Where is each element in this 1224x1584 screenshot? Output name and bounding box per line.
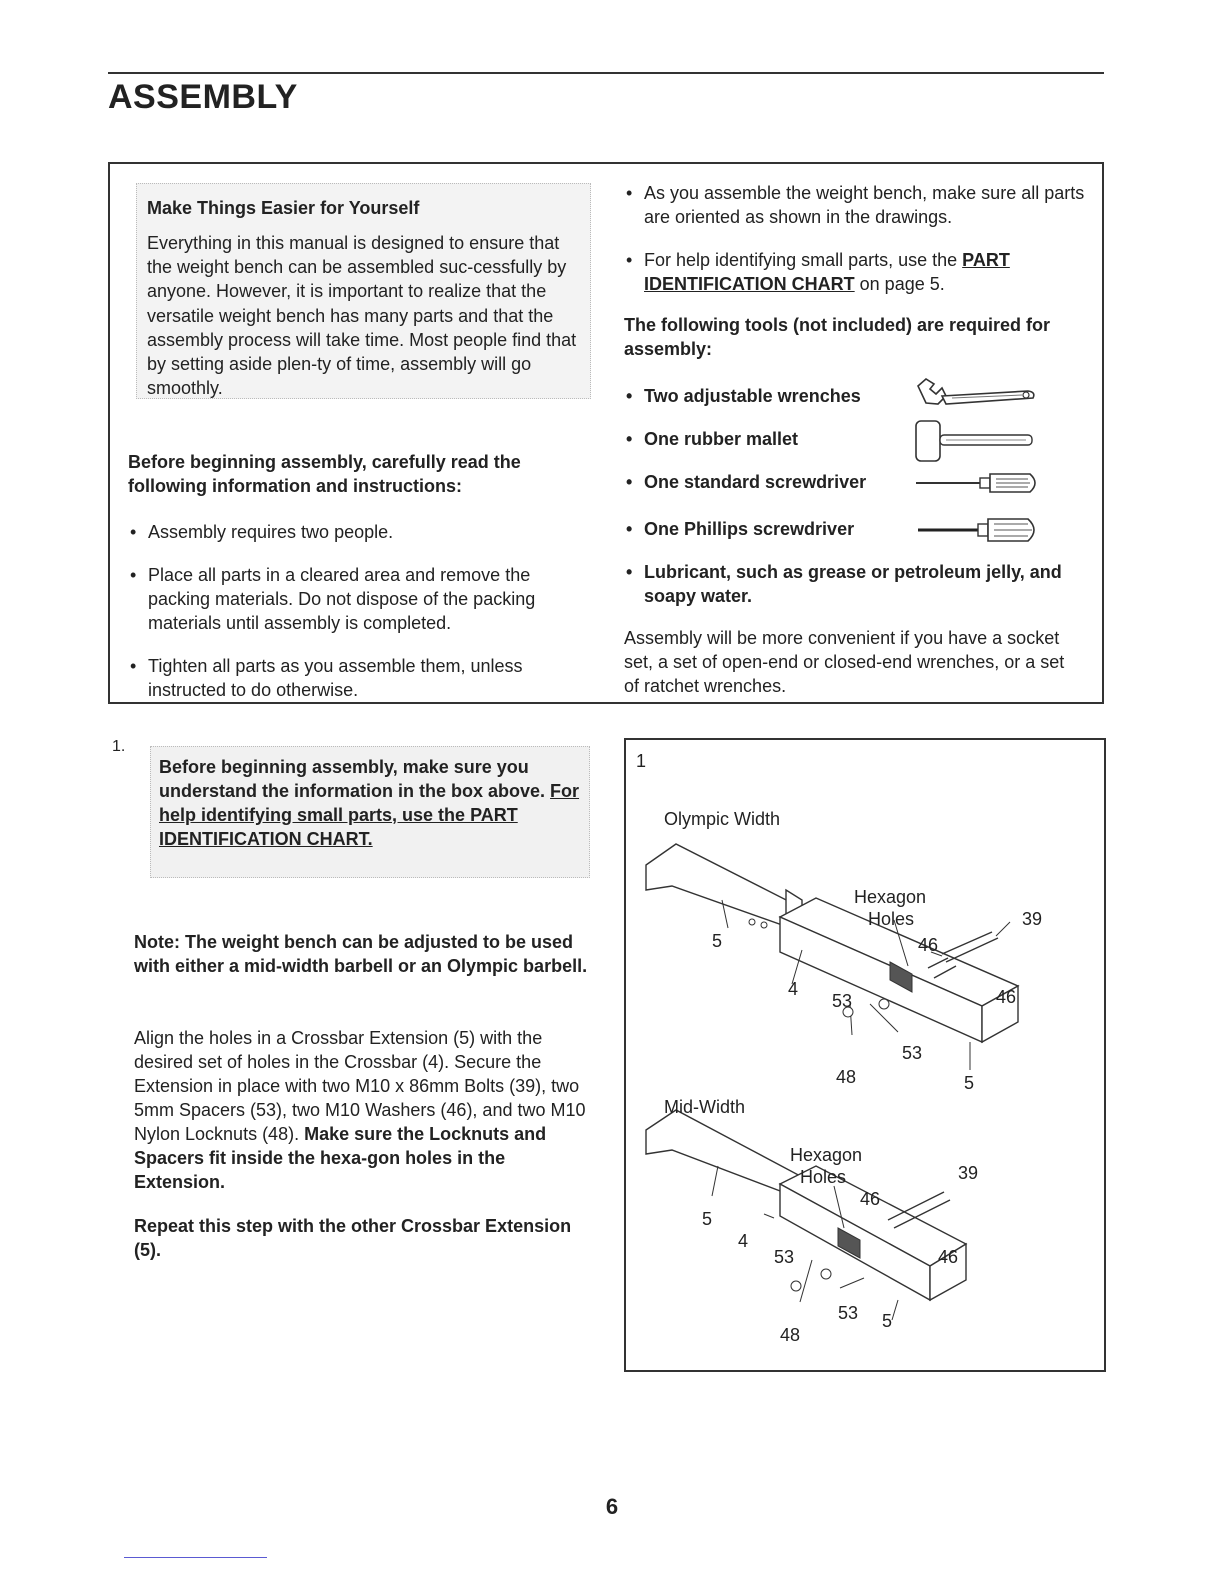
part-label: 5 xyxy=(712,931,723,951)
phillips-screwdriver-icon xyxy=(914,516,1042,544)
olympic-hexagon-label: Hexagon xyxy=(854,887,927,907)
part-chart-link[interactable]: PART IDENTIFICATION CHART xyxy=(644,250,1010,294)
step-number: 1. xyxy=(112,738,126,755)
lubricant-list xyxy=(624,560,1094,608)
note-paragraph: Note: The weight bench can be adjusted to be used with either a mid-width barbell or an Olympic barbell. xyxy=(134,932,588,976)
olympic-holes-label: Holes xyxy=(868,909,915,929)
list-item: • Lubricant, such as grease or petroleum jelly, and soapy water. xyxy=(624,560,1094,608)
list-item: • Tighten all parts as you assemble them, unless instructed to do otherwise. xyxy=(128,654,588,702)
part-label: 53 xyxy=(832,991,853,1011)
assembly-figure xyxy=(624,738,1106,1372)
footer-rule xyxy=(124,1557,267,1558)
list-item: • As you assemble the weight bench, make sure all parts are oriented as shown in the drawings. xyxy=(624,181,1094,229)
part-label: 39 xyxy=(958,1163,979,1183)
part-label: 46 xyxy=(938,1247,959,1267)
part-label: 53 xyxy=(902,1043,923,1063)
part-label: 5 xyxy=(882,1311,893,1331)
step-box-text: Before beginning assembly, make sure you understand the information in the box above. xyxy=(159,757,546,801)
part-label: 39 xyxy=(1022,909,1043,929)
align-plain-text: Align the holes in a Crossbar Extension (5) with the desired set of holes in the Crossbar (4). Secure the Extension in place with two M10 x 86mm Bolts (39), two 5mm Spacers (53), two M10 Washers (46), and two M10 Nylon Locknuts (48). xyxy=(134,1028,586,1144)
page-title: ASSEMBLY xyxy=(108,78,298,116)
tip-box xyxy=(136,183,591,399)
right-bullet-list xyxy=(624,181,1094,315)
page-number: 6 xyxy=(605,1494,619,1519)
part-label: 46 xyxy=(996,987,1017,1007)
left-bullet-list xyxy=(128,520,588,721)
standard-screwdriver-icon xyxy=(914,470,1042,496)
figure-step-number: 1 xyxy=(636,751,647,771)
part-label: 4 xyxy=(788,979,799,999)
list-item: • Place all parts in a cleared area and remove the packing materials. Do not dispose of the packing materials until assembly is completed. xyxy=(128,563,588,635)
tool-item: • One rubber mallet xyxy=(624,427,798,451)
olympic-width-drawing xyxy=(626,740,1104,1370)
part-label: 46 xyxy=(860,1189,881,1209)
align-bold-text: Make sure the Locknuts and Spacers fit inside the hexa-gon holes in the Extension. xyxy=(134,1124,547,1192)
mid-hexagon-label: Hexagon xyxy=(790,1145,863,1165)
tool-item: • One standard screwdriver xyxy=(624,470,866,494)
step-note-box xyxy=(150,746,590,878)
olympic-width-title: Olympic Width xyxy=(664,809,781,829)
part-label: 48 xyxy=(780,1325,801,1345)
part-label: 5 xyxy=(702,1209,713,1229)
adjustable-wrench-icon xyxy=(912,374,1037,414)
tool-item: • Two adjustable wrenches xyxy=(624,384,861,408)
list-item xyxy=(624,248,1094,296)
align-paragraph xyxy=(134,1026,594,1194)
part-label: 53 xyxy=(774,1247,795,1267)
tools-intro: The following tools (not included) are required for assembly: xyxy=(624,315,1050,359)
part-label: 53 xyxy=(838,1303,859,1323)
before-beginning-text: Before beginning assembly, carefully read the following information and instructions: xyxy=(128,452,521,496)
convenience-note: Assembly will be more convenient if you have a socket set, a set of open-end or closed-end wrenches, or a set of ratchet wrenches. xyxy=(624,628,1065,696)
help-suffix: on page 5. xyxy=(854,274,945,294)
part-chart-link[interactable]: For help identifying small parts, use the PART IDENTIFICATION CHART. xyxy=(159,781,580,849)
part-label: 5 xyxy=(964,1073,975,1093)
rubber-mallet-icon xyxy=(914,419,1036,463)
tool-item: • One Phillips screwdriver xyxy=(624,517,854,541)
part-label: 48 xyxy=(836,1067,857,1087)
top-rule xyxy=(108,72,1104,74)
repeat-paragraph: Repeat this step with the other Crossbar Extension (5). xyxy=(134,1216,572,1260)
tip-heading: Make Things Easier for Yourself xyxy=(147,198,420,218)
part-label: 46 xyxy=(918,935,939,955)
part-label: 4 xyxy=(738,1231,749,1251)
mid-holes-label: Holes xyxy=(800,1167,847,1187)
tip-body: Everything in this manual is designed to ensure that the weight bench can be assembled suc-cessfully by anyone. However, it is important to realize that the versatile weight bench has many parts and that the assembly process will take time. Most people find that by setting aside plen-ty of time, assembly will go smoothly. xyxy=(147,233,577,399)
list-item: • Assembly requires two people. xyxy=(128,520,588,544)
help-prefix: For help identifying small parts, use the xyxy=(644,250,963,270)
mid-width-title: Mid-Width xyxy=(664,1097,746,1117)
